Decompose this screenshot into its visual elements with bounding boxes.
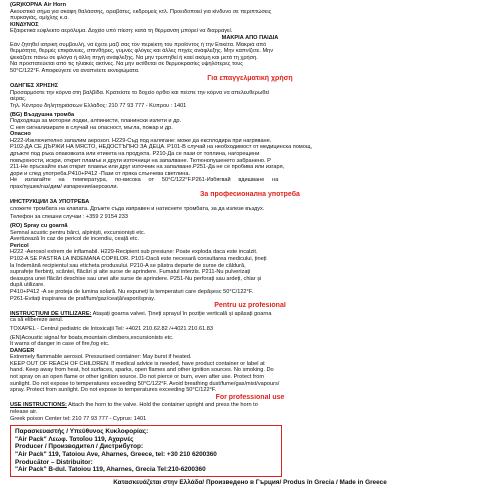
- contact-line: "Air Pack" Λεωφ. Τατοΐου 119, Αχαρνές: [15, 435, 134, 443]
- bulgarian-line: дори и след употреба.P410+P412 -Пази от пряка слънчева светлина.: [10, 170, 191, 177]
- romanian-line: după utilizare.: [10, 282, 45, 289]
- english-line: It warns of danger in case of fire,fog etc.: [10, 341, 110, 348]
- english-line: release air.: [10, 409, 38, 416]
- romanian-instructions-text: Atașați goarna valvei. Țineți sprayul în poziție verticală și apăsați goarna: [91, 310, 272, 317]
- bulgarian-line: H222-Изключително запалим аерозол. H229-Съд под налягане: може да експлодира при нагряване.: [10, 137, 272, 144]
- greek-keep-away: ΜΑΚΡΙΑ ΑΠΟ ΠΑΙΔΙΑ: [221, 34, 279, 41]
- romanian-danger-word: Pericol: [10, 242, 29, 249]
- romanian-line: la îndemână recipientul sau eticheta produsului. P210-A se păstra departe de surse de căldură,: [10, 262, 246, 269]
- bulgarian-line: дръжте под ръка опаковката или етикета на продукта. P210-Да се пази от топлина, нагорещени: [10, 151, 260, 158]
- bulgarian-professional-use: За професионална употреба: [200, 190, 300, 198]
- romanian-line: P102-A SE PĂSTRA LA ÎNDEMÂNA COPIILOR. P101-Dacă este necesară consultarea medicului, țineți: [10, 255, 267, 262]
- greek-line: Εάν ζητηθεί ιατρική συμβουλή, να έχετε μαζί σας τον περιέκτη του προϊόντος ή την Ετικέτα. Μακριά από: [10, 41, 267, 48]
- english-header: (EN)Acoustic signal for boats,mountain climbers,excursionists etc.: [10, 334, 174, 341]
- english-line: hand. Keep away from heat, hot surfaces, sparks, open flames and other ignition sources. No smoking. Do: [10, 367, 274, 374]
- english-professional-use: For professional use: [215, 393, 285, 401]
- greek-line: πυρκαγιάς, ομίχλης κ.α.: [10, 15, 69, 22]
- english-instructions-text: Attach the horn to the valve. Hold the container upright and press the horn to: [66, 402, 258, 409]
- greek-line: ψεκάζετε πάνω σε φλόγα ή άλλη πηγή ανάφλεξης. Να μην τρυπηθεί ή καεί ακόμη και μετά τη χρήση.: [10, 54, 258, 61]
- bulgarian-instructions-title: ИНСТРУКЦИИ ЗА УПОТРЕБА: [10, 199, 90, 206]
- greek-line: θερμότητα, θερμές επιφάνειες, σπινθήρες, γυμνές φλόγες και άλλες πηγές ανάφλεξης. Μην καπνίζετε. Μην: [10, 48, 274, 55]
- greek-header: (GR)ΚΟΡΝΑ Air Horn: [10, 2, 66, 8]
- greek-line: 50°C/122°F. Αποφεύγετε να αναπνέετε εκνεφώματα.: [10, 67, 140, 74]
- bulgarian-section: [10, 112, 490, 222]
- bulgarian-header: (BG) Въздушна тромба: [10, 111, 75, 118]
- english-section: [10, 335, 490, 423]
- romanian-line: suprafețe fierbinți, scântei, flăcări și alte surse de aprindere. Fumatul interzis. P211-Nu pulverizați: [10, 269, 251, 276]
- english-line: sunlight. Do not expose to temperatures exceeding 50°C/122°F. Avoid breathing dust/fume/gas/mist/vapours/: [10, 380, 280, 387]
- greek-instructions-title: ΟΔΗΓΙΕΣ ΧΡΗΣΗΣ: [10, 83, 59, 90]
- romanian-line: deasupra unei flăcări deschise sau unei alte surse de aprindere. P251-Nu perforați sau ardeți, chiar și: [10, 275, 262, 282]
- romanian-professional-use: Pentru uz profesional: [214, 302, 286, 310]
- romanian-line: H222 -Aerosol extrem de inflamabil. H229-Recipient sub presiune: Poate exploda daca este incalzit.: [10, 249, 258, 256]
- contact-line: Producător – Distribuitor:: [15, 458, 93, 466]
- english-instructions-title: USE INSTRUCTIONS:: [10, 402, 67, 409]
- greek-professional-use: Για επαγγελματική χρήση: [207, 74, 293, 82]
- made-in-greece-footer: Κατασκευάζεται στην Ελλάδα/ Произведено в Гърция/ Produs în Grecia / Made in Greece: [113, 478, 387, 486]
- contact-line: "Air Pack" 119, Tatoiou Ave, Aharnes, Greece, tel: +30 210 6200360: [15, 451, 217, 458]
- bulgarian-line: P102-ДА СЕ ДЪРЖИ НА МЯСТО, НЕДОСТЪПНО ЗА ДЕЦА. P101-В случай на необходимост от медицинска помощ,: [10, 144, 313, 151]
- romanian-line: P261-Evitați inspirarea de praf/fum/gaz/ceață/vapori/spray.: [10, 295, 156, 302]
- bulgarian-line: С нея сигнализирате в случай на опасност, мъгла, пожар и др.: [10, 124, 173, 131]
- romanian-line: Avertizează în caz de pericol de incendiu, ceață etc.: [10, 236, 139, 243]
- greek-line: Προσαρμόστε την κόρνα στη βαλβίδα. Κρατείστε το δοχείο όρθιο και πιέστε την κόρνα να απελευθερωθεί: [10, 89, 270, 96]
- manufacturer-contact-box: [10, 425, 282, 477]
- bulgarian-danger-word: Опасно: [10, 131, 31, 138]
- greek-section: [10, 2, 490, 110]
- greek-danger-word: ΚΙΝΔΥΝΟΣ: [10, 21, 39, 28]
- romanian-instructions-title: INSTRUCȚIUNI DE UTILIZARE:: [10, 310, 92, 317]
- greek-poison-center: Τηλ. Κέντρου δηλητηριάσεων Ελλάδος: 210 77 93 777 - Κύπρου : 1401: [10, 102, 187, 109]
- bulgarian-line: сложете тромбата на клапата. Дръжте съда изправен и натиснете тромбата, за да излезе въздух.: [10, 205, 265, 212]
- contact-line: Παρασκευαστής / Υπεύθυνος Κυκλοφορίας:: [15, 428, 149, 436]
- contact-line: "Air Pack" B-dul. Tatoiou 119, Aharnes, Grecia Tel:210-6200360: [15, 466, 206, 474]
- english-line: KEEP OUT OF REACH OF CHILDREN. If medical advice is needed, have product container or label at: [10, 360, 265, 367]
- english-poison-center: Greek poison Center tel: 210 77 93 777 - Cyprus: 1401: [10, 415, 147, 422]
- romanian-line: Semnal acustic pentru bărci, alpiniști, excursioniști etc.: [10, 229, 146, 236]
- bulgarian-emergency-phone: Телефон за спешни случаи : +359 2 9154 233: [10, 214, 129, 221]
- english-line: not spray on an open flame or other ignition source. Do not pierce or burn, even after use. Protect from: [10, 374, 265, 381]
- greek-line: Να προστατεύεται από τις ηλιακές ακτίνες. Να μην εκτίθεται σε θερμοκρασίες υψηλότερες τους: [10, 61, 243, 68]
- english-line: Extremely flammable aerosol. Pressurised container: May burst if heated.: [10, 354, 192, 361]
- bulgarian-line: Подходяща за моторни лодки, алпинисти, планински излети и др.: [10, 118, 181, 125]
- bulgarian-line: 211-Не пръскайте към открит пламък или друг източник на запалване.P251-Да не се пробива или изгаря,: [10, 164, 285, 171]
- romanian-line: ca să elibereze aerul.: [10, 317, 64, 324]
- greek-line: Εξαιρετικά εύφλεκτο αερόλυμα. Δοχείο υπό πίεση: κατά τη θέρμανση μπορεί να διαρραγεί.: [10, 28, 233, 35]
- romanian-instructions: [10, 311, 490, 318]
- romanian-line: P410+P412 -A se proteja de lumina solară. Nu expuneți la temperaturi care depășesc 50°C/122°F.: [10, 288, 254, 295]
- product-label: [10, 2, 490, 498]
- romanian-section: [10, 223, 490, 333]
- english-instructions: [10, 402, 490, 409]
- bulgarian-line: Не излагайте на температура, по-висока от 50°C/122°F.P261-Избягвай вдишване на: [10, 177, 279, 184]
- romanian-poison-center: TOXAPEL - Centrul pediatric de Intoxicații Tel: +4021 210.62.82 /+4021 210.61.83: [10, 325, 213, 332]
- greek-line: αέρας.: [10, 96, 27, 103]
- contact-line: Producer / Производител / Дистрибутор:: [15, 443, 144, 451]
- bulgarian-line: повърхности, искри, открит пламък и други източници на запалване. Тютюнопушенето забранено. P: [10, 157, 271, 164]
- romanian-header: (RO) Spray cu goarnă: [10, 223, 68, 229]
- bulgarian-line: прах/пушек/газ/дим/ изпарения/аерозоли.: [10, 184, 119, 191]
- greek-line: Ακουστικό σήμα για σκάφη θαλάσσης, ορειβάτες, εκδρομείς κτλ. Προειδοποιεί για κίνδυνο σε περιπτώσεις: [10, 8, 272, 15]
- english-line: spray. Protect from sunlight. Do not expose to temperatures exceeding 50°C/122°F.: [10, 387, 217, 394]
- english-danger-word: DANGER: [10, 347, 35, 354]
